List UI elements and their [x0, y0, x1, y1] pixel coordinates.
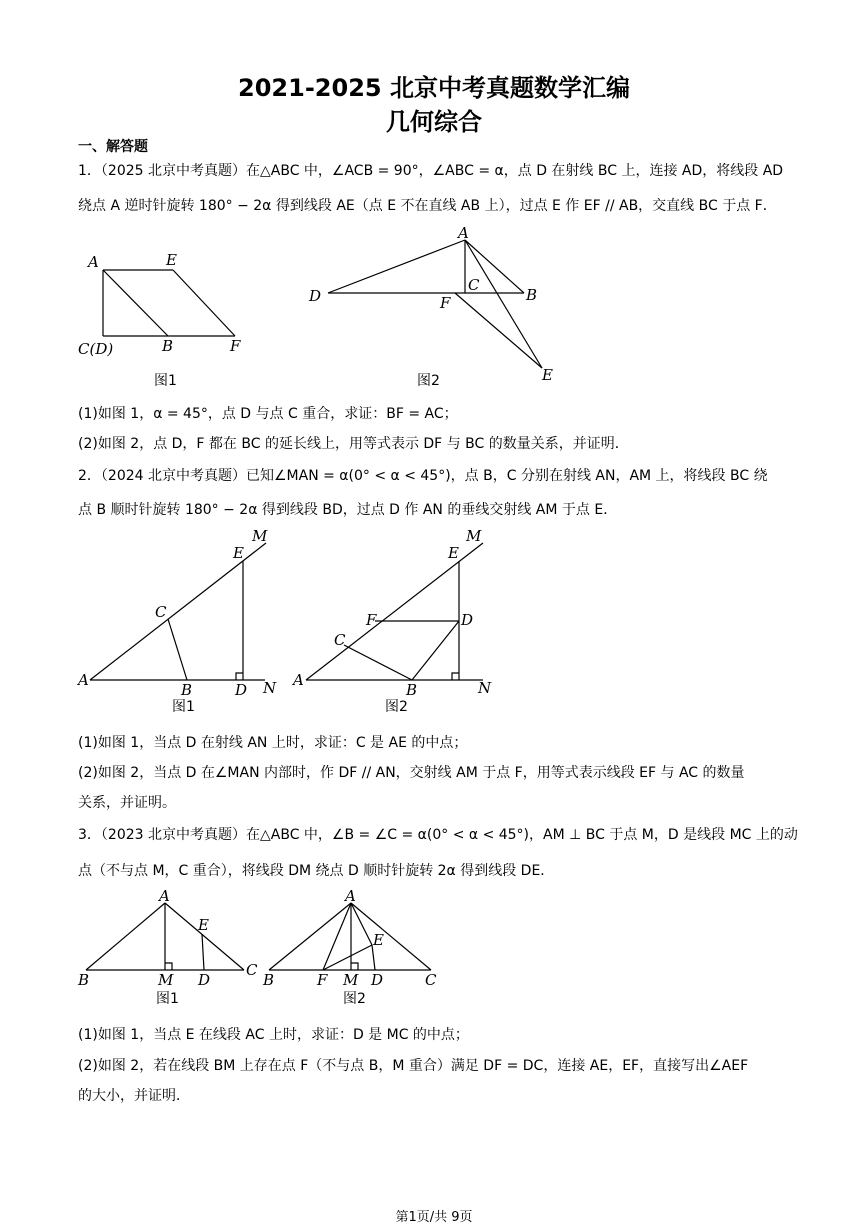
problem-3-question-1: (1)如图 1，当点 E 在线段 AC 上时，求证：D 是 MC 的中点；	[78, 1027, 469, 1043]
problem-1-line-1: 1．（2025 北京中考真题）在△ABC 中，∠ACB = 90°，∠ABC = α，点 D 在射线 BC 上，连接 AD，将线段 AD	[78, 163, 784, 179]
label-a: A	[345, 887, 356, 905]
label-c: C	[425, 971, 437, 989]
label-a: A	[159, 887, 170, 905]
label-a: A	[293, 671, 304, 689]
label-a: A	[88, 253, 99, 271]
problem-2-line-1: 2．（2024 北京中考真题）已知∠MAN = α(0° < α < 45°)，点 B，C 分别在射线 AN，AM 上，将线段 BC 绕	[78, 468, 768, 484]
label-c: C	[155, 603, 167, 621]
problem-2-question-2: (2)如图 2，当点 D 在∠MAN 内部时，作 DF // AN，交射线 AM 于点 F，用等式表示线段 EF 与 AC 的数量	[78, 765, 745, 781]
problem-2-line-2: 点 B 顺时针旋转 180° − 2α 得到线段 BD，过点 D 作 AN 的垂线交射线 AM 于点 E．	[78, 502, 618, 518]
label-a: A	[458, 224, 469, 242]
label-e: E	[233, 544, 244, 562]
label-d: D	[309, 287, 322, 305]
label-d: D	[235, 681, 248, 699]
figure-caption: 图2	[417, 373, 440, 389]
label-a: A	[78, 671, 89, 689]
label-c: C	[334, 631, 346, 649]
label-d: D	[198, 971, 211, 989]
problem-3-question-2-cont: 的大小，并证明．	[78, 1088, 190, 1104]
label-n: N	[263, 679, 277, 697]
label-e: E	[373, 931, 384, 949]
problem-1-question-2: (2)如图 2，点 D，F 都在 BC 的延长线上，用等式表示 DF 与 BC 的数量关系，并证明．	[78, 436, 629, 452]
section-heading: 一、解答题	[78, 139, 148, 155]
label-d: D	[371, 971, 384, 989]
document-subtitle: 几何综合	[386, 108, 482, 136]
label-c-d: C(D)	[78, 340, 114, 358]
label-m: M	[252, 527, 268, 545]
problem-1-figure-1	[70, 240, 270, 394]
problem-2-question-2-cont: 关系，并证明。	[78, 795, 176, 811]
label-e: E	[198, 916, 209, 934]
document-title: 2021-2025 北京中考真题数学汇编	[238, 74, 630, 102]
problem-3-line-1: 3．（2023 北京中考真题）在△ABC 中，∠B = ∠C = α(0° < α < 45°)，AM ⊥ BC 于点 M，D 是线段 MC 上的动	[78, 827, 798, 843]
figure-caption: 图2	[343, 991, 366, 1007]
figure-caption: 图1	[172, 699, 195, 715]
figure-caption: 图2	[385, 699, 408, 715]
label-f: F	[230, 337, 241, 355]
label-b: B	[406, 681, 418, 699]
label-e: E	[542, 366, 553, 384]
problem-1-figure-2	[300, 220, 570, 399]
label-b: B	[526, 286, 538, 304]
label-f: F	[317, 971, 328, 989]
figure-caption: 图1	[156, 991, 179, 1007]
label-b: B	[162, 337, 174, 355]
label-f: F	[366, 611, 377, 629]
figure-caption: 图1	[154, 373, 177, 389]
problem-3-line-2: 点（不与点 M，C 重合），将线段 DM 绕点 D 顺时针旋转 2α 得到线段 DE．	[78, 863, 555, 879]
label-e: E	[448, 544, 459, 562]
label-c: C	[246, 961, 258, 979]
problem-2-figure-1	[70, 525, 290, 724]
label-n: N	[478, 679, 492, 697]
problem-3-question-2: (2)如图 2，若在线段 BM 上存在点 F（不与点 B，M 重合）满足 DF = DC，连接 AE，EF，直接写出∠AEF	[78, 1058, 749, 1074]
label-c: C	[468, 276, 480, 294]
label-m: M	[158, 971, 174, 989]
label-m: M	[343, 971, 359, 989]
page-footer: 第1页/共 9页	[395, 1210, 473, 1225]
problem-1-question-1: (1)如图 1，α = 45°，点 D 与点 C 重合，求证：BF = AC；	[78, 406, 458, 422]
label-e: E	[166, 251, 177, 269]
problem-3-figure-2	[255, 885, 455, 1014]
problem-3-figure-1	[70, 885, 270, 1014]
label-f: F	[440, 294, 451, 312]
problem-2-question-1: (1)如图 1，当点 D 在射线 AN 上时，求证：C 是 AE 的中点；	[78, 735, 468, 751]
label-m: M	[466, 527, 482, 545]
label-d: D	[461, 611, 474, 629]
problem-2-figure-2	[290, 525, 520, 724]
label-b: B	[78, 971, 90, 989]
label-b: B	[181, 681, 193, 699]
label-b: B	[263, 971, 275, 989]
problem-1-line-2: 绕点 A 逆时针旋转 180° − 2α 得到线段 AE（点 E 不在直线 AB 上），过点 E 作 EF // AB，交直线 BC 于点 F．	[78, 198, 777, 214]
